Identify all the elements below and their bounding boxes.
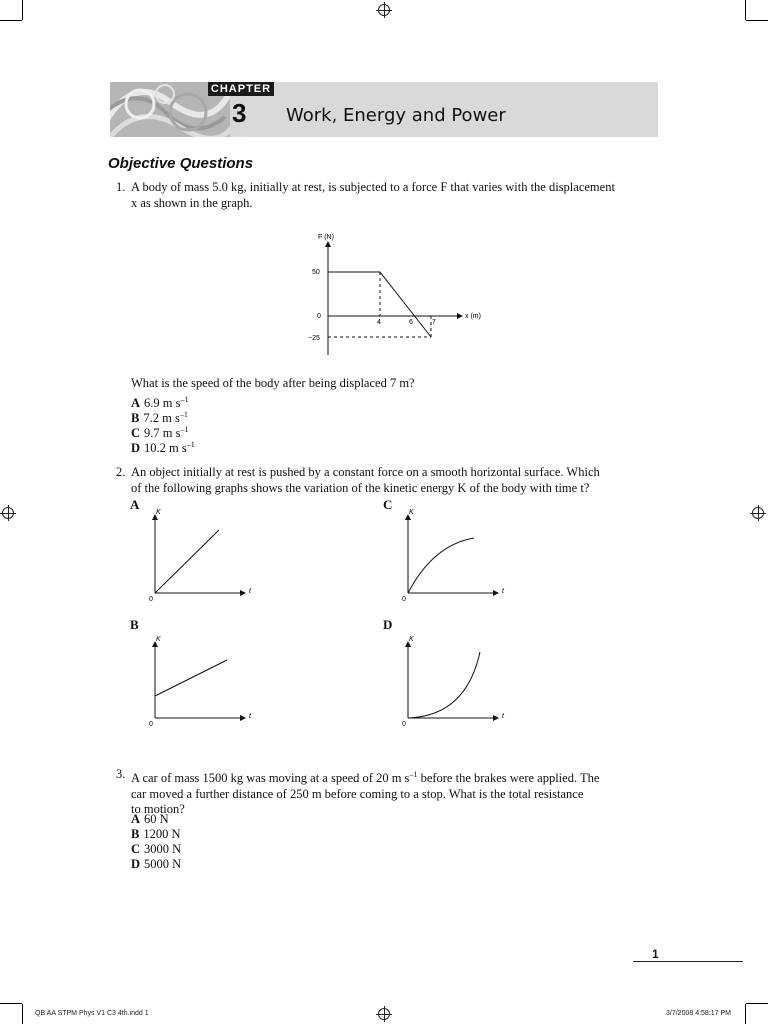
chapter-number: 3 xyxy=(232,98,247,128)
section-heading: Objective Questions xyxy=(108,155,254,172)
answer-option: C 3000 N xyxy=(131,842,182,856)
graph-option-a xyxy=(145,505,260,605)
answer-option: B 7.2 m $s^{-1}$ xyxy=(131,410,188,426)
crop-mark xyxy=(745,0,746,20)
question-number: 3. xyxy=(116,767,126,781)
y-axis-label: K xyxy=(409,636,414,643)
x-axis-label: t xyxy=(502,713,504,720)
graph-option-d xyxy=(398,632,513,732)
y-tick-label: −25 xyxy=(308,335,320,342)
question-line: car moved a further distance of 250 m before coming to a stop. What is the total resistance xyxy=(131,786,584,801)
crop-mark xyxy=(0,1003,22,1004)
registration-mark-icon xyxy=(378,1008,390,1020)
y-tick-label: 50 xyxy=(312,269,320,276)
y-axis-label: F (N) xyxy=(318,234,334,241)
question-line: A car of mass 1500 kg was moving at a speed of 20 m $s^{-1}$ before the brakes were applied. The xyxy=(131,770,600,786)
graph-option-letter: D xyxy=(383,617,393,632)
graph-option-letter: A xyxy=(130,497,140,512)
answer-option: B 1200 N xyxy=(131,827,181,841)
question-line: to motion? xyxy=(131,802,185,817)
x-axis-label: t xyxy=(249,713,251,720)
force-displacement-graph xyxy=(300,228,490,358)
question-prompt: What is the speed of the body after being displaced 7 m? xyxy=(131,376,415,390)
answer-option: A 60 N xyxy=(131,812,169,826)
page-number-rule xyxy=(633,961,743,962)
crop-mark xyxy=(746,20,768,21)
question-line: A body of mass 5.0 kg, initially at rest, is subjected to a force F that varies with the displacement xyxy=(131,180,615,194)
graph-option-c xyxy=(398,505,513,605)
crop-mark xyxy=(0,20,22,21)
x-axis-label: t xyxy=(502,588,504,595)
registration-mark-icon xyxy=(752,507,764,519)
curve-line xyxy=(408,538,474,593)
origin-label: 0 xyxy=(149,596,153,603)
chapter-title: Work, Energy and Power xyxy=(286,105,506,126)
question-text xyxy=(131,180,641,211)
x-tick-label: 6 xyxy=(409,319,413,326)
page-number: 1 xyxy=(652,947,659,961)
question-text xyxy=(131,465,641,496)
question-line: An object initially at rest is pushed by a constant force on a smooth horizontal surface. Which xyxy=(131,465,600,479)
answer-option: C 9.7 m $s^{-1}$ xyxy=(131,425,189,441)
x-axis-label: x (m) xyxy=(465,313,481,320)
crop-mark xyxy=(22,0,23,20)
curve-line xyxy=(408,652,480,718)
curve-line xyxy=(155,530,219,593)
question-number: 1. xyxy=(116,180,126,194)
answer-option: A 6.9 m $s^{-1}$ xyxy=(131,395,189,411)
question-text xyxy=(131,767,641,818)
y-axis-label: K xyxy=(156,509,161,516)
x-tick-label: 7 xyxy=(432,319,436,326)
origin-label: 0 xyxy=(402,721,406,728)
origin-label: 0 xyxy=(402,596,406,603)
y-tick-label: 0 xyxy=(317,313,321,320)
crop-mark xyxy=(22,1004,23,1024)
footer-datetime: 3/7/2008 4:58:17 PM xyxy=(666,1010,731,1017)
y-axis-label: K xyxy=(156,636,161,643)
crop-mark xyxy=(745,1004,746,1024)
x-tick-label: 4 xyxy=(377,319,381,326)
origin-label: 0 xyxy=(149,721,153,728)
y-axis-label: K xyxy=(409,509,414,516)
question-line: of the following graphs shows the variation of the kinetic energy K of the body with time t? xyxy=(131,480,590,495)
graph-option-b xyxy=(145,632,260,732)
answer-option: D 10.2 m $s^{-1}$ xyxy=(131,440,195,456)
question-line: x as shown in the graph. xyxy=(131,195,253,210)
footer-file: QB AA STPM Phys V1 C3 4th.indd 1 xyxy=(35,1010,149,1017)
question-number: 2. xyxy=(116,465,126,479)
answer-option: D 5000 N xyxy=(131,857,182,871)
chapter-tag: CHAPTER xyxy=(208,82,274,96)
graph-option-letter: C xyxy=(383,497,393,512)
crop-mark xyxy=(746,1003,768,1004)
curve-line xyxy=(155,660,227,696)
graph-option-letter: B xyxy=(130,617,139,632)
registration-mark-icon xyxy=(2,507,14,519)
x-axis-label: t xyxy=(249,588,251,595)
registration-mark-icon xyxy=(378,4,390,16)
